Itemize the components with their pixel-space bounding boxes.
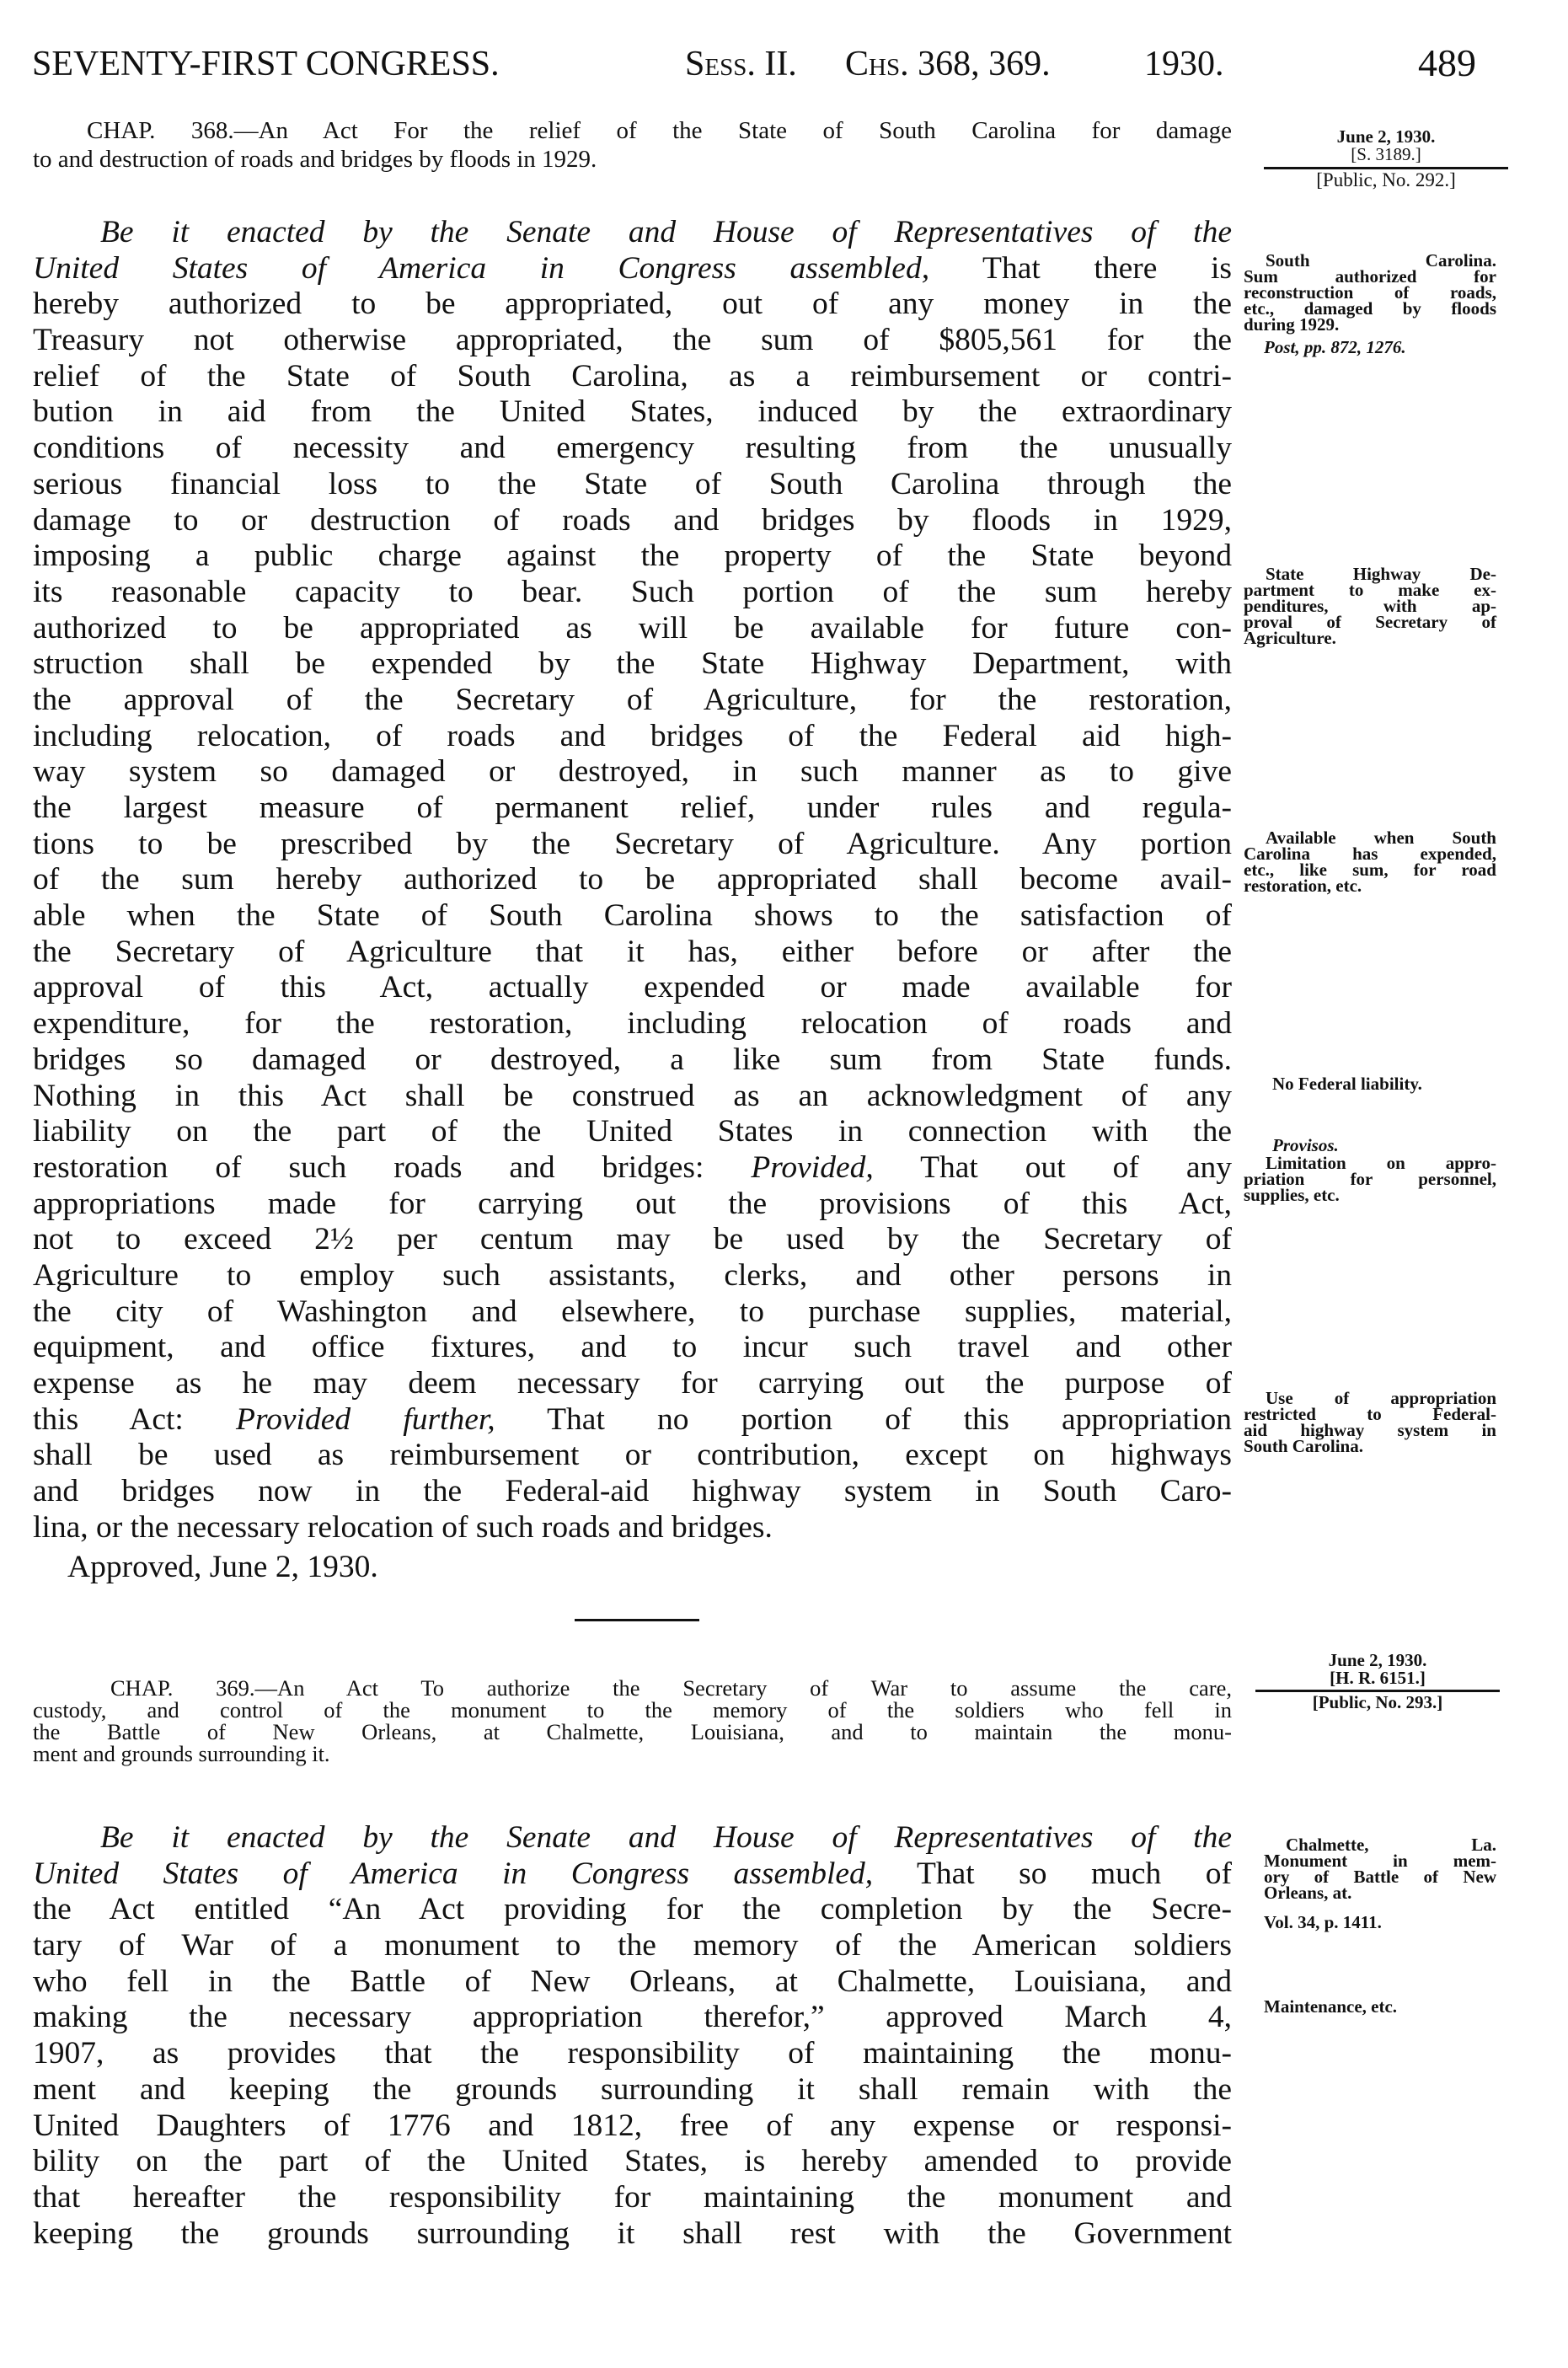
body-line	[33, 1402, 1232, 1438]
italic-text: Be it enacted by the Senate and House of Representatives of the	[100, 1820, 1232, 1855]
body-text: That there is	[929, 250, 1232, 286]
margin-note-line: penditures, with ap-	[1244, 596, 1496, 616]
margin-note	[1272, 1135, 1496, 1155]
body-line	[33, 1892, 1232, 1928]
heading-line: CHAP. 369.—An Act To authorize the Secretary of War to assume the care,	[110, 1675, 1232, 1701]
body-text: expenditure, for the restoration, including relocation of roads and	[33, 1006, 1232, 1042]
body-text: including relocation, of roads and bridges of the Federal aid high-	[33, 718, 1232, 753]
body-text: of the sum hereby authorized to be appropriated shall become avail-	[33, 862, 1232, 897]
body-line	[33, 719, 1232, 755]
margin-note-line: Sum authorized for	[1244, 266, 1496, 287]
body-line	[33, 1330, 1232, 1366]
body-text: Treasury not otherwise appropriated, the sum of $805,561 for the	[33, 323, 1232, 358]
margin-note	[1264, 1996, 1496, 2017]
heading-line: custody, and control of the monument to the memory of the soldiers who fell in	[33, 1697, 1232, 1722]
body-text: this Act:	[33, 1401, 237, 1437]
session-label: Sess. II.	[685, 45, 797, 83]
body-text: Agriculture to employ such assistants, clerks, and other persons in	[33, 1257, 1232, 1293]
approval-date: June 2, 1930.	[1336, 126, 1436, 147]
body-text: lina, or the necessary relocation of such roads and bridges.	[33, 1509, 773, 1545]
bill-number: [H. R. 6151.]	[1330, 1668, 1426, 1688]
body-text: appropriations made for carrying out the provisions of this Act,	[33, 1186, 1232, 1221]
heading-line: to and destruction of roads and bridges by floods in 1929.	[33, 146, 597, 173]
page-number: 489	[1418, 41, 1476, 84]
body-text: 1907, as provides that the responsibility of maintaining the monu-	[33, 2036, 1232, 2071]
body-line	[33, 431, 1232, 467]
approval-date: June 2, 1930.	[1328, 1650, 1427, 1670]
body-text: That out of any	[873, 1149, 1232, 1185]
body-text: serious financial loss to the State of South Carolina through the	[33, 466, 1232, 501]
body-line	[33, 2108, 1232, 2145]
margin-note-line: ory of Battle of New	[1264, 1867, 1496, 1887]
margin-note-line: during 1929.	[1244, 314, 1340, 335]
public-law-number: [Public, No. 293.]	[1312, 1692, 1443, 1712]
section-separator	[575, 1619, 699, 1621]
italic-text: United States of America in Congress assembled,	[33, 250, 930, 286]
body-text: way system so damaged or destroyed, in such manner as to give	[33, 754, 1232, 790]
body-line	[33, 2072, 1232, 2108]
margin-note	[1244, 830, 1496, 894]
body-line	[33, 503, 1232, 539]
chap368-heading	[33, 116, 1232, 174]
margin-note-line: Carolina has expended,	[1244, 844, 1496, 864]
body-line	[33, 215, 1232, 251]
body-text: able when the State of South Carolina shows to the satisfaction of	[33, 898, 1232, 934]
body-line	[33, 1222, 1232, 1258]
body-text: bility on the part of the United States, is hereby amended to provide	[33, 2144, 1232, 2179]
chap369-heading	[33, 1677, 1232, 1765]
margin-note-line: etc., like sum, for road	[1244, 860, 1496, 880]
margin-note	[1244, 1390, 1496, 1455]
body-line	[33, 2180, 1232, 2216]
congress-title: SEVENTY-FIRST CONGRESS.	[32, 45, 500, 83]
body-line	[33, 2144, 1232, 2180]
body-line	[33, 935, 1232, 971]
body-line	[33, 754, 1232, 790]
margin-note	[1264, 337, 1496, 357]
body-text: tary of War of a monument to the memory of the American soldiers	[33, 1928, 1232, 1964]
margin-note-line: restricted to Federal-	[1244, 1404, 1496, 1424]
body-line	[33, 1964, 1232, 2001]
italic-text: Provided further,	[236, 1401, 495, 1437]
italic-text: Be it enacted by the Senate and House of Representatives of the	[100, 215, 1232, 249]
bill-number: [S. 3189.]	[1351, 144, 1421, 164]
margin-note-line: Monument in mem-	[1264, 1851, 1496, 1871]
body-text: its reasonable capacity to bear. Such portion of the sum hereby	[33, 574, 1232, 609]
margin-note-line: No Federal liability.	[1272, 1074, 1422, 1094]
body-line	[33, 287, 1232, 323]
body-text: the largest measure of permanent relief, under rules and regula-	[33, 790, 1232, 825]
margin-note-line: reconstruction of roads,	[1244, 282, 1496, 303]
year-label: 1930.	[1144, 45, 1224, 83]
body-line	[33, 1438, 1232, 1474]
body-line	[33, 1114, 1232, 1150]
body-line	[33, 1474, 1232, 1510]
body-line	[33, 323, 1232, 359]
body-line	[33, 575, 1232, 611]
body-line	[33, 1366, 1232, 1402]
approval-statement: Approved, June 2, 1930.	[67, 1550, 378, 1584]
body-text: hereby authorized to be appropriated, out of any money in the	[33, 287, 1232, 322]
body-text: Nothing in this Act shall be construed as an acknowledgment of any	[33, 1078, 1232, 1113]
running-header	[32, 41, 1498, 91]
body-line	[33, 683, 1232, 719]
body-line	[33, 1150, 1232, 1187]
body-text: and bridges now in the Federal-aid highway system in South Caro-	[33, 1474, 1232, 1509]
margin-note	[1264, 1912, 1496, 1932]
body-text: making the necessary appropriation therefor,” approved March 4,	[33, 2000, 1232, 2035]
heading-line: CHAP. 368.—An Act For the relief of the State of South Carolina for damage	[87, 117, 1232, 144]
margin-note-line: Limitation on appro-	[1266, 1153, 1496, 1173]
margin-note-line: Use of appropriation	[1266, 1388, 1496, 1408]
body-text: the approval of the Secretary of Agriculture, for the restoration,	[33, 682, 1232, 717]
body-text: equipment, and office fixtures, and to incur such travel and other	[33, 1330, 1232, 1365]
body-text: tions to be prescribed by the Secretary of Agriculture. Any portion	[33, 826, 1232, 861]
margin-note	[1244, 250, 1496, 335]
body-text: bridges so damaged or destroyed, a like sum from State funds.	[33, 1042, 1232, 1077]
body-text: relief of the State of South Carolina, as a reimbursement or contri-	[33, 358, 1232, 394]
chap368-body	[33, 215, 1232, 1546]
margin-note-line: Maintenance, etc.	[1264, 1996, 1398, 2017]
margin-note-line: Agriculture.	[1244, 628, 1336, 648]
body-text: ment and keeping the grounds surrounding it shall remain with the	[33, 2071, 1232, 2107]
body-text: conditions of necessity and emergency resulting from the unusually	[33, 431, 1232, 466]
chap369-body	[33, 1820, 1232, 2252]
body-text: not to exceed 2½ per centum may be used by the Secretary of	[33, 1222, 1232, 1257]
body-text: expense as he may deem necessary for carrying out the purpose of	[33, 1366, 1232, 1401]
heading-line: ment and grounds surrounding it.	[33, 1741, 330, 1766]
margin-note-line: South Carolina.	[1266, 250, 1496, 271]
heading-line: the Battle of New Orleans, at Chalmette, Louisiana, and to maintain the monu-	[33, 1719, 1232, 1744]
body-line	[33, 2000, 1232, 2036]
body-line	[33, 1258, 1232, 1294]
body-line	[33, 898, 1232, 935]
margin-note-line: priation for personnel,	[1244, 1169, 1496, 1189]
body-line	[33, 1042, 1232, 1079]
body-line	[33, 970, 1232, 1006]
margin-note-line: Post, pp. 872, 1276.	[1264, 337, 1406, 357]
italic-text: Provided,	[751, 1149, 874, 1185]
body-text: liability on the part of the United States in connection with the	[33, 1114, 1232, 1149]
chapters-label: Chs. 368, 369.	[845, 45, 1051, 83]
body-line	[33, 790, 1232, 827]
margin-note-line: supplies, etc.	[1244, 1185, 1340, 1205]
margin-note	[1272, 1076, 1496, 1092]
body-line	[33, 251, 1232, 287]
body-text: the Act entitled “An Act providing for the completion by the Secre-	[33, 1892, 1232, 1927]
margin-note-line: South Carolina.	[1244, 1436, 1363, 1456]
body-line	[33, 611, 1232, 647]
body-line	[33, 1856, 1232, 1893]
body-line	[33, 827, 1232, 863]
body-line	[33, 538, 1232, 575]
margin-note-line: proval of Secretary of	[1244, 612, 1496, 632]
body-text: bution in aid from the United States, induced by the extraordinary	[33, 394, 1232, 430]
body-text: that hereafter the responsibility for maintaining the monument and	[33, 2179, 1232, 2215]
margin-note-line: Available when South	[1266, 828, 1496, 848]
body-text: restoration of such roads and bridges:	[33, 1149, 752, 1185]
body-line	[33, 1187, 1232, 1223]
margin-note-line: Chalmette, La.	[1286, 1835, 1496, 1855]
body-line	[33, 359, 1232, 395]
body-text: struction shall be expended by the State Highway Department, with	[33, 646, 1232, 682]
body-line	[33, 1006, 1232, 1042]
margin-note	[1264, 1837, 1496, 1901]
margin-note	[1244, 566, 1496, 646]
margin-note-line: Provisos.	[1272, 1135, 1339, 1155]
body-line	[33, 1928, 1232, 1964]
margin-note-line: Vol. 34, p. 1411.	[1264, 1912, 1382, 1932]
margin-note	[1244, 1155, 1496, 1203]
body-text: authorized to be appropriated as will be available for future con-	[33, 610, 1232, 646]
body-line	[33, 1510, 1232, 1546]
body-line	[33, 467, 1232, 503]
body-line	[33, 1820, 1232, 1856]
margin-note-line: etc., damaged by floods	[1244, 298, 1496, 319]
body-line	[33, 862, 1232, 898]
body-text: keeping the grounds surrounding it shall rest with the Government	[33, 2215, 1232, 2251]
margin-note-line: State Highway De-	[1266, 564, 1496, 584]
public-law-number: [Public, No. 292.]	[1316, 169, 1456, 190]
body-line	[33, 1079, 1232, 1115]
body-line	[33, 646, 1232, 683]
body-text: approval of this Act, actually expended or made available for	[33, 970, 1232, 1005]
body-text: imposing a public charge against the property of the State beyond	[33, 538, 1232, 574]
body-text: damage to or destruction of roads and bridges by floods in 1929,	[33, 502, 1232, 538]
margin-note-line: aid highway system in	[1244, 1420, 1496, 1440]
italic-text: United States of America in Congress assembled,	[33, 1856, 874, 1891]
body-line	[33, 2036, 1232, 2072]
body-text: the city of Washington and elsewhere, to purchase supplies, material,	[33, 1294, 1232, 1329]
margin-note-line: Orleans, at.	[1264, 1883, 1352, 1903]
body-text: shall be used as reimbursement or contribution, except on highways	[33, 1438, 1232, 1473]
margin-note-line: restoration, etc.	[1244, 876, 1362, 896]
body-text: who fell in the Battle of New Orleans, at Chalmette, Louisiana, and	[33, 1964, 1232, 1999]
chap369-reference	[1255, 1652, 1500, 1712]
margin-note-line: partment to make ex-	[1244, 580, 1496, 600]
body-text: United Daughters of 1776 and 1812, free of any expense or responsi-	[33, 2108, 1232, 2143]
chap368-reference	[1264, 128, 1508, 189]
body-line	[33, 394, 1232, 431]
body-text: That no portion of this appropriation	[495, 1401, 1232, 1437]
body-line	[33, 1294, 1232, 1331]
body-text: That so much of	[873, 1856, 1233, 1891]
body-text: the Secretary of Agriculture that it has, either before or after the	[33, 934, 1232, 969]
body-line	[33, 2216, 1232, 2253]
